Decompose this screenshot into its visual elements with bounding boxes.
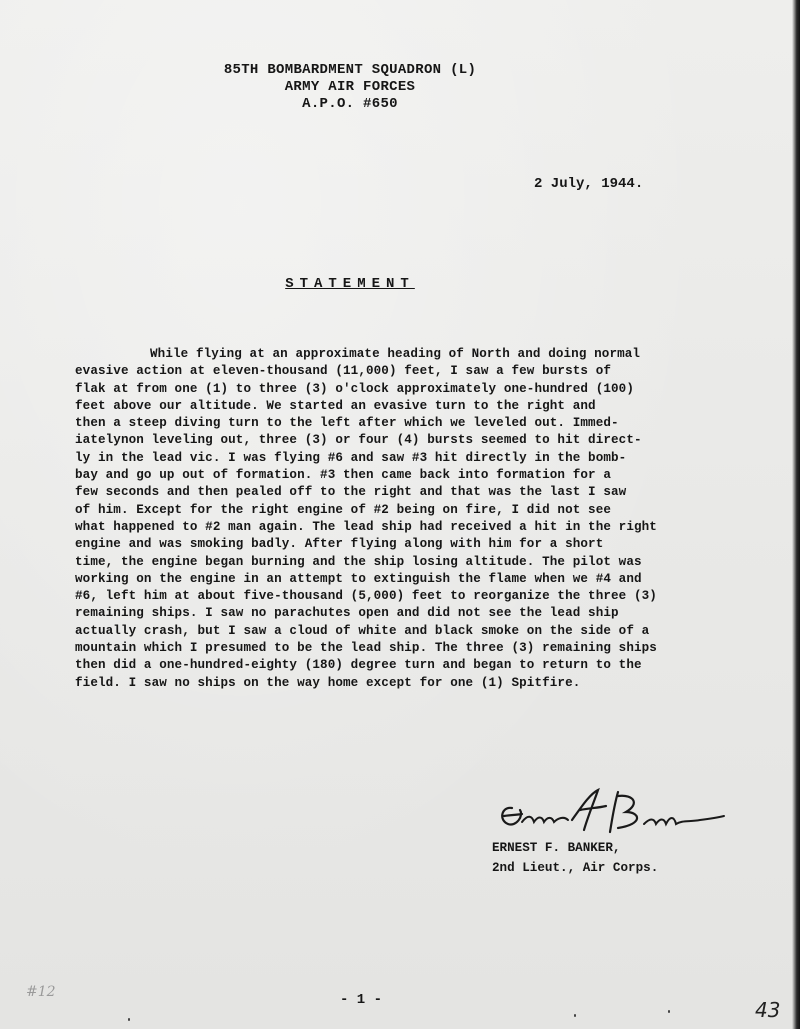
margin-annotation: #12: [26, 984, 56, 1000]
statement-line: bay and go up out of formation. #3 then came back into formation for a: [75, 468, 612, 483]
archive-page-number: 43: [755, 998, 781, 1022]
statement-body: [75, 346, 735, 692]
statement-line: iatelynon leveling out, three (3) or four (4) bursts seemed to hit direct-: [75, 433, 642, 448]
statement-line: few seconds and then pealed off to the right and that was the last I saw: [75, 485, 627, 500]
statement-line: actually crash, but I saw a cloud of white and black smoke on the side of a: [75, 623, 650, 638]
signature-block: [492, 838, 658, 878]
statement-line: evasive action at eleven-thousand (11,000) feet, I saw a few bursts of: [75, 364, 612, 379]
document-title: STATEMENT: [285, 276, 415, 292]
statement-line: ly in the lead vic. I was flying #6 and saw #3 hit directly in the bomb-: [75, 450, 627, 465]
statement-line: remaining ships. I saw no parachutes open and did not see the lead ship: [75, 606, 619, 621]
statement-line: what happened to #2 man again. The lead ship had received a hit in the right: [75, 519, 657, 534]
statement-line: feet above our altitude. We started an evasive turn to the right and: [75, 398, 596, 413]
statement-line: time, the engine began burning and the ship losing altitude. The pilot was: [75, 554, 642, 569]
statement-line: mountain which I presumed to be the lead ship. The three (3) remaining ships: [75, 641, 657, 656]
statement-line: field. I saw no ships on the way home except for one (1) Spitfire.: [75, 675, 581, 690]
statement-line: then did a one-hundred-eighty (180) degree turn and began to return to the: [75, 658, 642, 673]
letterhead: [200, 62, 500, 113]
signer-rank: 2nd Lieut., Air Corps.: [492, 861, 659, 875]
statement-line: #6, left him at about five-thousand (5,000) feet to reorganize the three (3): [75, 589, 657, 604]
handwritten-signature: [494, 786, 734, 846]
header-forces: ARMY AIR FORCES: [284, 79, 416, 95]
statement-line: then a steep diving turn to the left after which we leveled out. Immed-: [75, 416, 619, 431]
statement-line: working on the engine in an attempt to extinguish the flame when we #4 and: [75, 571, 642, 586]
statement-line: engine and was smoking badly. After flying along with him for a short: [75, 537, 604, 552]
scan-edge-shadow: [792, 0, 800, 1029]
header-apo: A.P.O. #650: [302, 96, 398, 112]
statement-line: of him. Except for the right engine of #2 being on fire, I did not see: [75, 502, 612, 517]
statement-line: flak at from one (1) to three (3) o'clock approximately one-hundred (100): [75, 381, 634, 396]
scan-speck: [574, 1014, 576, 1017]
statement-line: While flying at an approximate heading of North and doing normal: [150, 347, 641, 361]
scan-speck: [128, 1018, 130, 1021]
document-date: 2 July, 1944.: [534, 176, 644, 192]
header-squadron: 85TH BOMBARDMENT SQUADRON (L): [223, 62, 477, 78]
scan-speck: [668, 1010, 670, 1013]
signer-name: ERNEST F. BANKER,: [492, 841, 621, 855]
page-number: - 1 -: [340, 992, 383, 1008]
